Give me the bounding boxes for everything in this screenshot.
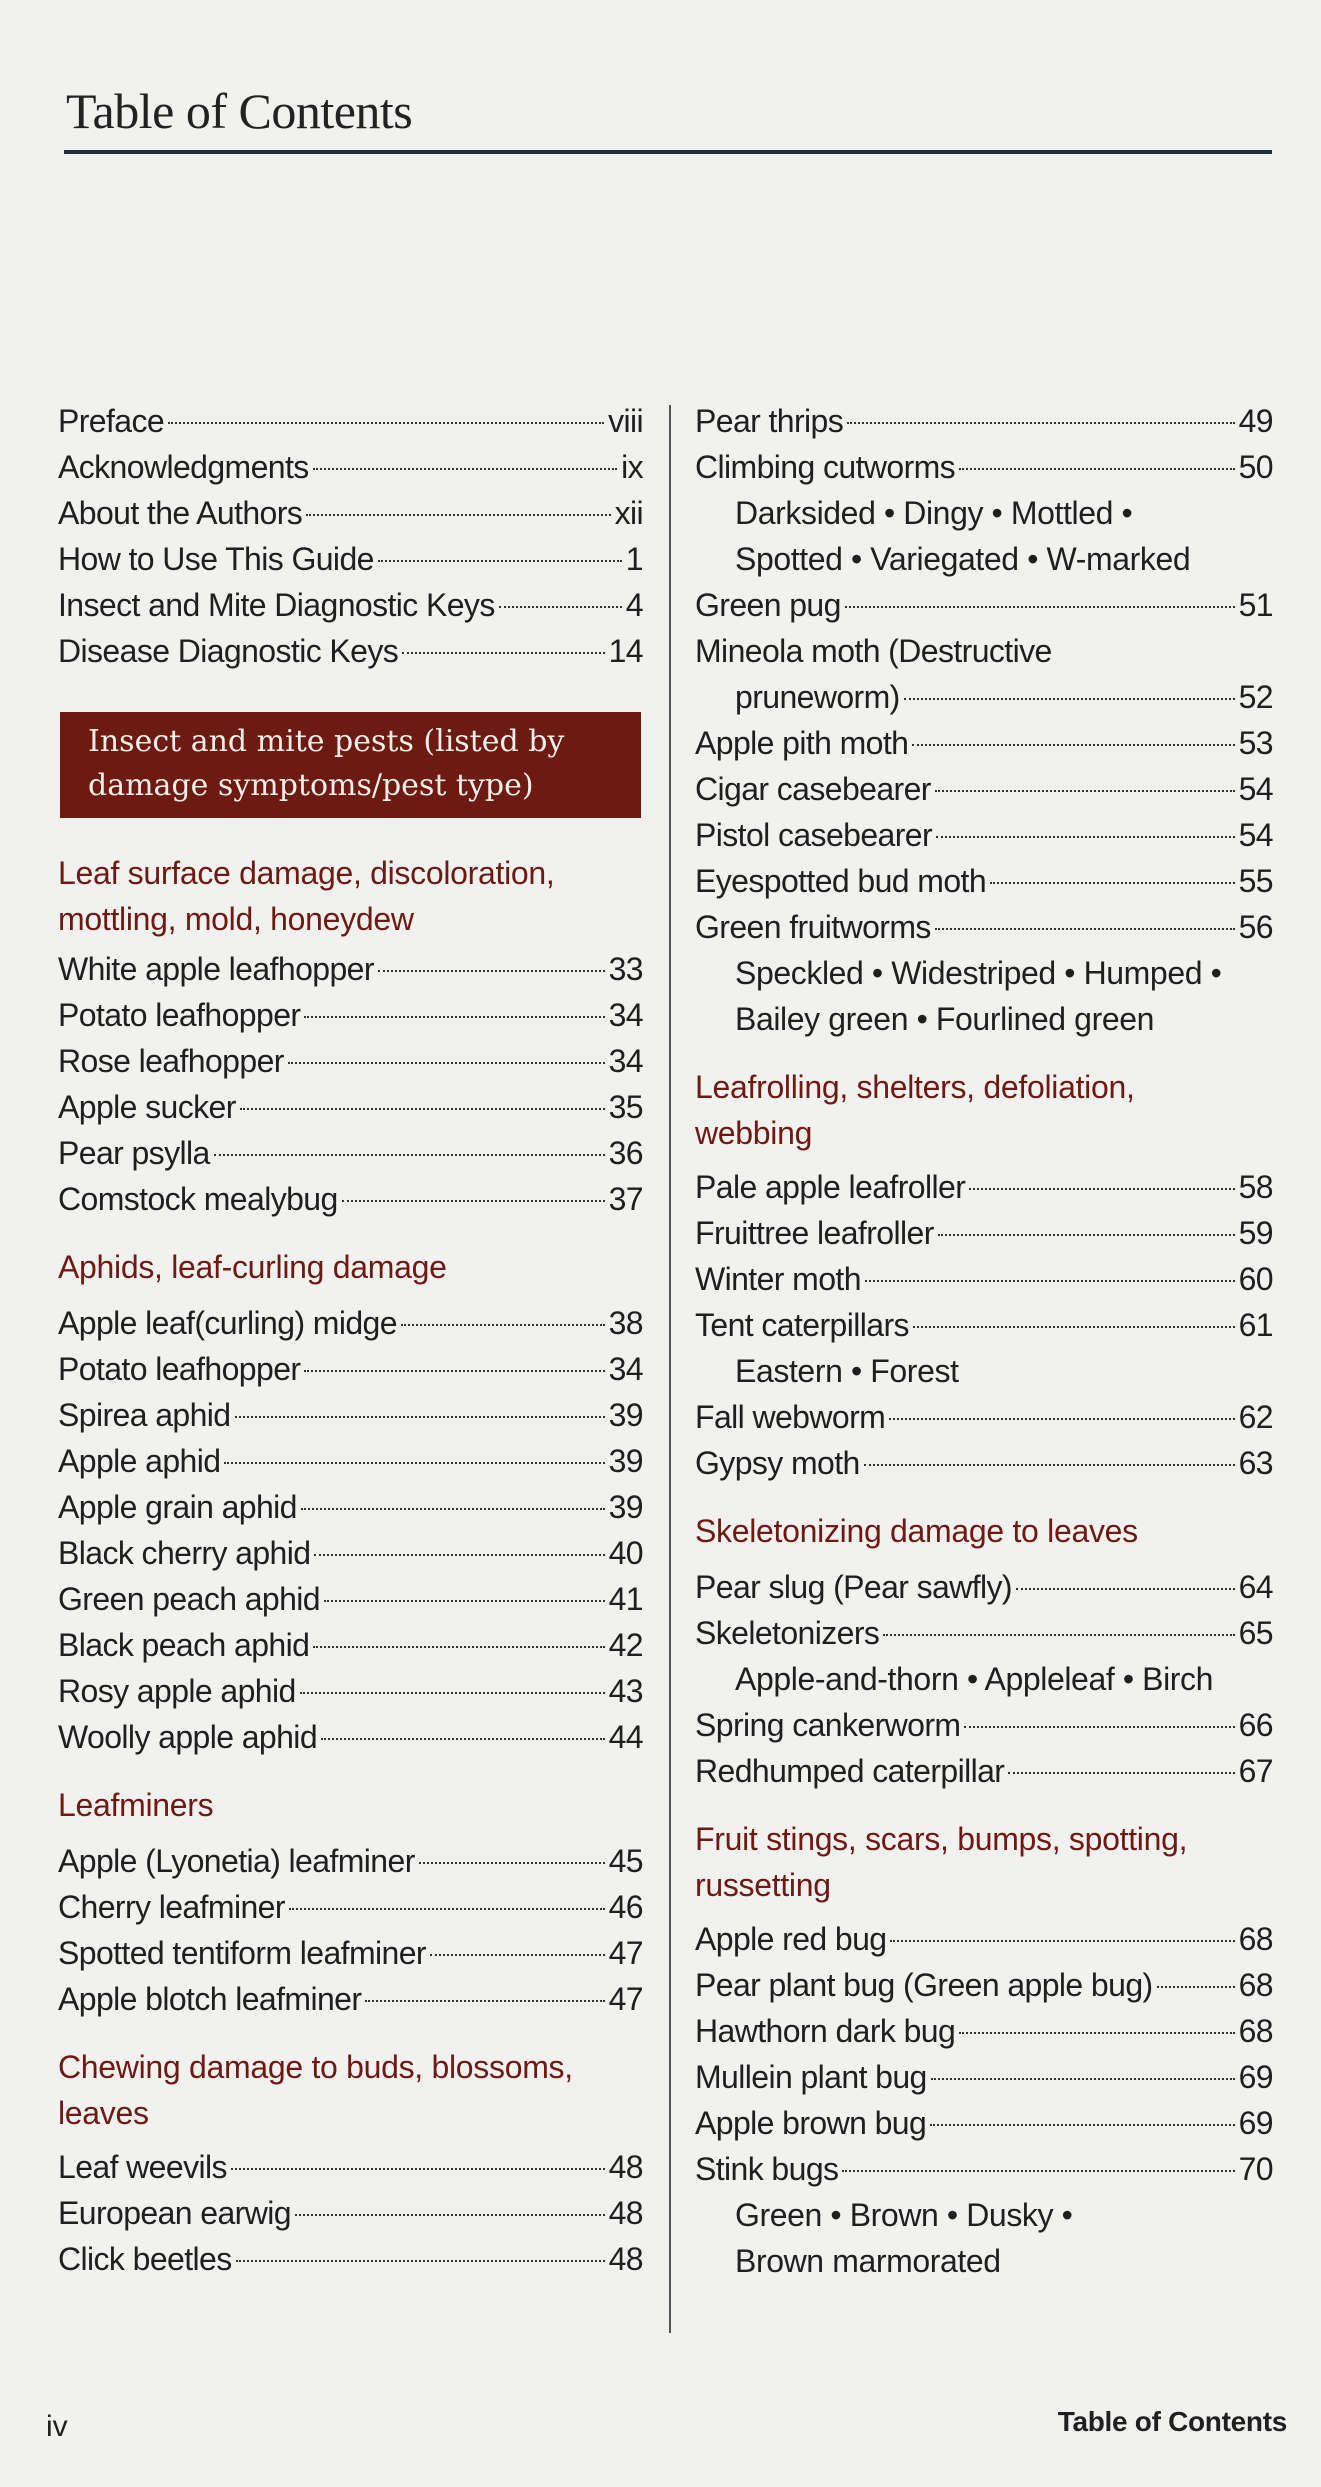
toc-entry[interactable] [58, 946, 643, 992]
entry-label: Cherry leafminer [58, 1889, 285, 1925]
dot-leader [931, 2078, 1235, 2080]
dot-leader [314, 1554, 604, 1556]
dot-leader [295, 2214, 605, 2216]
entry-page: viii [608, 403, 643, 439]
entry-label: Eyespotted bud moth [695, 863, 987, 899]
entry-page: 48 [608, 2149, 643, 2185]
toc-entry[interactable] [58, 1084, 643, 1130]
toc-entry[interactable] [58, 1438, 643, 1484]
dot-leader [430, 1954, 605, 1956]
entry-label: Pear thrips [695, 403, 844, 439]
dot-leader [845, 606, 1235, 608]
entry-page: 33 [608, 951, 643, 987]
entry-label: Spirea aphid [58, 1397, 231, 1433]
toc-entry[interactable] [58, 1176, 643, 1222]
toc-entry[interactable] [58, 1838, 643, 1884]
toc-entry[interactable] [58, 1622, 643, 1668]
dot-leader [365, 2000, 604, 2002]
entry-label: Pale apple leafroller [695, 1169, 966, 1205]
entry-page: 58 [1238, 1169, 1273, 1205]
toc-entry[interactable] [695, 582, 1273, 628]
entry-label: Apple grain aphid [58, 1489, 297, 1525]
banner-line: damage symptoms/pest type) [88, 768, 534, 803]
toc-entry[interactable] [58, 444, 643, 490]
entry-label: Potato leafhopper [58, 1351, 301, 1387]
section-leafminers [58, 1782, 643, 2022]
dot-leader [1016, 1588, 1235, 1590]
entry-label: Disease Diagnostic Keys [58, 633, 399, 669]
section-fruit-stings [695, 1816, 1273, 2284]
dot-leader [964, 1726, 1234, 1728]
toc-entry[interactable] [58, 582, 643, 628]
dot-leader [990, 882, 1235, 884]
section-heading: Leaf surface damage, discoloration, [58, 855, 555, 891]
dot-leader [935, 790, 1235, 792]
entry-page: 34 [608, 997, 643, 1033]
dot-leader [235, 1416, 605, 1418]
entry-page: 62 [1238, 1399, 1273, 1435]
page-title: Table of Contents [66, 83, 413, 139]
entry-subtypes: Darksided • Dingy • Mottled • [735, 495, 1133, 531]
toc-entry[interactable] [58, 1038, 643, 1084]
section-heading: Fruit stings, scars, bumps, spotting, [695, 1821, 1188, 1857]
toc-entry[interactable] [58, 1346, 643, 1392]
section-leaf-surface [58, 850, 643, 1222]
entry-label: Apple brown bug [695, 2105, 927, 2141]
entry-label: Apple pith moth [695, 725, 909, 761]
entry-label: Leaf weevils [58, 2149, 227, 2185]
dot-leader [313, 468, 617, 470]
toc-entry[interactable] [695, 1916, 1273, 1962]
dot-leader [401, 1324, 605, 1326]
toc-entry[interactable] [695, 812, 1273, 858]
dot-leader [300, 1692, 605, 1694]
toc-entry[interactable] [695, 444, 1273, 490]
entry-label: Pear psylla [58, 1135, 210, 1171]
dot-leader [342, 1200, 605, 1202]
entry-page: 70 [1238, 2151, 1273, 2187]
dot-leader [289, 1908, 605, 1910]
toc-entry[interactable] [58, 1668, 643, 1714]
entry-label: Woolly apple aphid [58, 1719, 318, 1755]
entry-page: 66 [1238, 1707, 1273, 1743]
entry-page: 39 [608, 1443, 643, 1479]
dot-leader [959, 2032, 1234, 2034]
entry-label: Fruittree leafroller [695, 1215, 934, 1251]
toc-entry[interactable] [695, 858, 1273, 904]
dot-leader [306, 514, 610, 516]
entry-page: 41 [608, 1581, 643, 1617]
toc-entry[interactable] [58, 2144, 643, 2190]
entry-page: 47 [608, 1981, 643, 2017]
toc-entry[interactable] [58, 992, 643, 1038]
entry-page: 68 [1238, 1967, 1273, 2003]
entry-page: 68 [1238, 1921, 1273, 1957]
entry-label: White apple leafhopper [58, 951, 374, 987]
dot-leader [214, 1154, 605, 1156]
toc-entry[interactable] [58, 2190, 643, 2236]
dot-leader [1157, 1986, 1235, 1988]
toc-entry[interactable] [58, 2236, 643, 2282]
entry-label: Climbing cutworms [695, 449, 956, 485]
toc-entry[interactable] [695, 1164, 1273, 1210]
dot-leader [499, 606, 622, 608]
toc-entry[interactable] [695, 1962, 1273, 2008]
section-heading: leaves [58, 2095, 149, 2131]
entry-page: 1 [625, 541, 643, 577]
dot-leader [378, 560, 622, 562]
entry-label: Gypsy moth [695, 1445, 860, 1481]
entry-label: Pear slug (Pear sawfly) [695, 1569, 1012, 1605]
entry-subtypes: Speckled • Widestriped • Humped • [735, 955, 1222, 991]
entry-page: 34 [608, 1351, 643, 1387]
entry-subtypes: Eastern • Forest [735, 1353, 959, 1389]
dot-leader [324, 1600, 605, 1602]
dot-leader [969, 1188, 1234, 1190]
entry-label: Black cherry aphid [58, 1535, 311, 1571]
right-top-list [695, 398, 1273, 1042]
dot-leader [864, 1464, 1235, 1466]
dot-leader [168, 422, 604, 424]
dot-leader [889, 1418, 1234, 1420]
section-leafrolling [695, 1064, 1273, 1486]
dot-leader [930, 2124, 1234, 2126]
entry-page: ix [621, 449, 643, 485]
entry-page: 68 [1238, 2013, 1273, 2049]
entry-page: 61 [1238, 1307, 1273, 1343]
entry-page: 69 [1238, 2105, 1273, 2141]
toc-entry[interactable] [58, 1976, 643, 2022]
entry-page: 52 [1238, 679, 1273, 715]
entry-label: Apple sucker [58, 1089, 236, 1125]
dot-leader [224, 1462, 604, 1464]
entry-page: 37 [608, 1181, 643, 1217]
toc-entry[interactable] [695, 1210, 1273, 1256]
dot-leader [402, 652, 604, 654]
title-rule [64, 150, 1272, 154]
section-heading: Leafminers [58, 1787, 214, 1823]
entry-label: Spring cankerworm [695, 1707, 961, 1743]
dot-leader [959, 468, 1235, 470]
entry-label: About the Authors [58, 495, 303, 531]
section-heading: Leafrolling, shelters, defoliation, [695, 1069, 1135, 1105]
section-heading: russetting [695, 1867, 831, 1903]
entry-label: Click beetles [58, 2241, 232, 2277]
entry-label: Apple blotch leafminer [58, 1981, 362, 2017]
entry-page: 64 [1238, 1569, 1273, 1605]
left-column [58, 398, 643, 2282]
entry-label: Redhumped caterpillar [695, 1753, 1005, 1789]
entry-page: 34 [608, 1043, 643, 1079]
dot-leader [378, 970, 605, 972]
dot-leader [321, 1738, 605, 1740]
dot-leader [419, 1862, 605, 1864]
section-heading: Aphids, leaf-curling damage [58, 1249, 447, 1285]
entry-label: Hawthorn dark bug [695, 2013, 956, 2049]
right-column [695, 398, 1273, 2284]
entry-page: 55 [1238, 863, 1273, 899]
entry-label: Black peach aphid [58, 1627, 310, 1663]
section-heading: mottling, mold, honeydew [58, 901, 414, 937]
dot-leader [842, 2170, 1234, 2172]
entry-page: 69 [1238, 2059, 1273, 2095]
entry-subtypes: Green • Brown • Dusky • [735, 2197, 1073, 2233]
entry-label: Acknowledgments [58, 449, 309, 485]
toc-entry[interactable] [58, 1884, 643, 1930]
dot-leader [231, 2168, 605, 2170]
toc-entry[interactable] [695, 1394, 1273, 1440]
dot-leader [1008, 1772, 1234, 1774]
entry-page: 67 [1238, 1753, 1273, 1789]
dot-leader [288, 1062, 605, 1064]
entry-page: 4 [625, 587, 643, 623]
entry-label: Pear plant bug (Green apple bug) [695, 1967, 1153, 2003]
entry-label: Mineola moth (Destructive [695, 633, 1052, 669]
entry-page: 56 [1238, 909, 1273, 945]
entry-page: 43 [608, 1673, 643, 1709]
entry-label: Apple (Lyonetia) leafminer [58, 1843, 415, 1879]
toc-entry[interactable] [695, 1302, 1273, 1348]
toc-entry[interactable] [58, 398, 643, 444]
entry-page: 63 [1238, 1445, 1273, 1481]
entry-label: Green peach aphid [58, 1581, 321, 1617]
entry-label: Green fruitworms [695, 909, 931, 945]
toc-entry[interactable] [58, 1576, 643, 1622]
toc-entry[interactable] [695, 2146, 1273, 2192]
toc-entry[interactable] [695, 1748, 1273, 1794]
section-skeletonizing [695, 1508, 1273, 1794]
entry-page: 54 [1238, 817, 1273, 853]
dot-leader [236, 2260, 605, 2262]
entry-label: Comstock mealybug [58, 1181, 338, 1217]
entry-label: Stink bugs [695, 2151, 839, 2187]
entry-label: Winter moth [695, 1261, 861, 1297]
toc-entry[interactable] [695, 1610, 1273, 1656]
dot-leader [313, 1646, 604, 1648]
entry-label: Apple leaf(curling) midge [58, 1305, 397, 1341]
banner-line: Insect and mite pests (listed by [88, 724, 565, 759]
dot-leader [912, 744, 1234, 746]
toc-entry[interactable] [695, 674, 1273, 720]
entry-page: 47 [608, 1935, 643, 1971]
entry-page: 65 [1238, 1615, 1273, 1651]
toc-entry[interactable] [58, 1714, 643, 1760]
dot-leader [847, 422, 1234, 424]
toc-entry-first-line[interactable] [695, 628, 1273, 674]
entry-label: Rose leafhopper [58, 1043, 284, 1079]
entry-subtypes: Apple-and-thorn • Appleleaf • Birch [735, 1661, 1214, 1697]
entry-label: Preface [58, 403, 165, 439]
dot-leader [935, 928, 1235, 930]
entry-page: 40 [608, 1535, 643, 1571]
entry-page: 39 [608, 1489, 643, 1525]
toc-entry[interactable] [58, 1484, 643, 1530]
entry-page: 48 [608, 2241, 643, 2277]
dot-leader [883, 1634, 1234, 1636]
section-heading: Chewing damage to buds, blossoms, [58, 2049, 573, 2085]
entry-page: 35 [608, 1089, 643, 1125]
toc-entry[interactable] [58, 1392, 643, 1438]
toc-entry[interactable] [695, 1256, 1273, 1302]
dot-leader [304, 1370, 604, 1372]
toc-entry[interactable] [58, 1300, 643, 1346]
toc-entry[interactable] [58, 628, 643, 674]
entry-page: 14 [608, 633, 643, 669]
entry-page: 50 [1238, 449, 1273, 485]
entry-label: Mullein plant bug [695, 2059, 927, 2095]
entry-page: 38 [608, 1305, 643, 1341]
toc-entry[interactable] [58, 1930, 643, 1976]
toc-entry[interactable] [695, 2100, 1273, 2146]
entry-page: xii [614, 495, 643, 531]
entry-page: 60 [1238, 1261, 1273, 1297]
dot-leader [904, 698, 1235, 700]
dot-leader [913, 1326, 1235, 1328]
entry-page: 49 [1238, 403, 1273, 439]
entry-subtypes: Brown marmorated [735, 2243, 1001, 2279]
entry-label: How to Use This Guide [58, 541, 374, 577]
toc-entry[interactable] [695, 766, 1273, 812]
dot-leader [240, 1108, 605, 1110]
entry-page: 36 [608, 1135, 643, 1171]
entry-label: Tent caterpillars [695, 1307, 909, 1343]
section-heading: Skeletonizing damage to leaves [695, 1513, 1138, 1549]
entry-label: Apple red bug [695, 1921, 887, 1957]
section-aphids [58, 1244, 643, 1760]
toc-entry[interactable] [695, 904, 1273, 950]
entry-page: 59 [1238, 1215, 1273, 1251]
section-heading: webbing [695, 1115, 813, 1151]
entry-page: 53 [1238, 725, 1273, 761]
dot-leader [865, 1280, 1235, 1282]
dot-leader [938, 1234, 1235, 1236]
toc-entry[interactable] [695, 720, 1273, 766]
entry-subtypes: Bailey green • Fourlined green [735, 1001, 1155, 1037]
entry-label: Potato leafhopper [58, 997, 301, 1033]
entry-page: 46 [608, 1889, 643, 1925]
entry-page: 48 [608, 2195, 643, 2231]
dot-leader [304, 1016, 604, 1018]
entry-label: Pistol casebearer [695, 817, 933, 853]
front-matter-list [58, 398, 643, 674]
entry-page: 39 [608, 1397, 643, 1433]
entry-label: Skeletonizers [695, 1615, 880, 1651]
dot-leader [936, 836, 1235, 838]
entry-label: pruneworm) [735, 679, 900, 715]
entry-label: Insect and Mite Diagnostic Keys [58, 587, 495, 623]
entry-label: Apple aphid [58, 1443, 221, 1479]
section-chewing-damage [58, 2044, 643, 2282]
toc-entry[interactable] [695, 2008, 1273, 2054]
section-banner [60, 712, 641, 818]
toc-entry[interactable] [58, 1130, 643, 1176]
entry-label: Spotted tentiform leafminer [58, 1935, 426, 1971]
toc-entry[interactable] [58, 536, 643, 582]
entry-page: 44 [608, 1719, 643, 1755]
toc-entry[interactable] [695, 1440, 1273, 1486]
footer-running-title: Table of Contents [1057, 2406, 1287, 2437]
entry-page: 42 [608, 1627, 643, 1663]
toc-entry[interactable] [58, 1530, 643, 1576]
toc-entry[interactable] [695, 1702, 1273, 1748]
dot-leader [890, 1940, 1234, 1942]
toc-entry[interactable] [695, 398, 1273, 444]
entry-label: European earwig [58, 2195, 291, 2231]
entry-label: Green pug [695, 587, 841, 623]
toc-entry[interactable] [695, 2054, 1273, 2100]
entry-subtypes: Spotted • Variegated • W-marked [735, 541, 1191, 577]
column-divider [669, 405, 671, 2333]
entry-page: 45 [608, 1843, 643, 1879]
entry-page: 51 [1238, 587, 1273, 623]
dot-leader [301, 1508, 605, 1510]
entry-page: 54 [1238, 771, 1273, 807]
footer-page-number: iv [46, 2410, 68, 2443]
entry-label: Rosy apple aphid [58, 1673, 296, 1709]
entry-label: Cigar casebearer [695, 771, 931, 807]
entry-label: Fall webworm [695, 1399, 886, 1435]
toc-entry[interactable] [58, 490, 643, 536]
toc-entry[interactable] [695, 1564, 1273, 1610]
